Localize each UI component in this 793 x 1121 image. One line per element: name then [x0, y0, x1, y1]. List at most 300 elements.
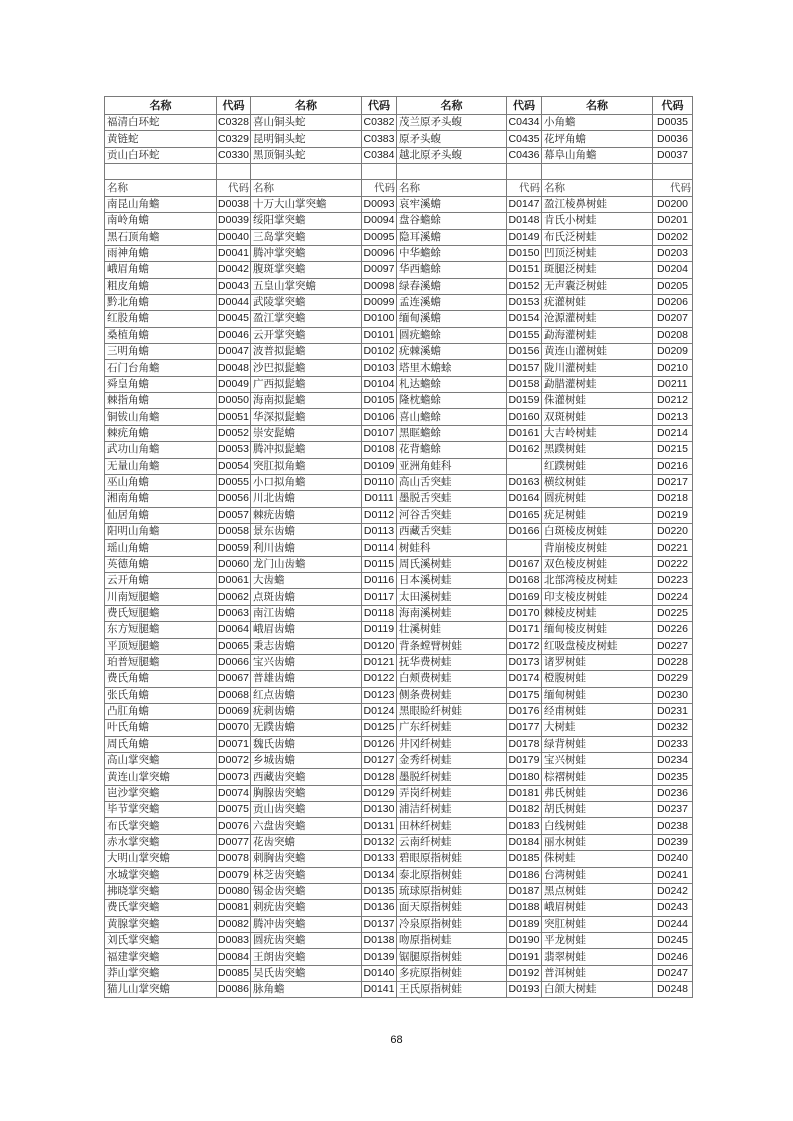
subheader-code: 代码 [217, 180, 251, 196]
species-name-cell: 凹顶泛树蛙 [542, 245, 653, 261]
species-name-cell: 无声囊泛树蛙 [542, 278, 653, 294]
species-code-cell: D0182 [507, 802, 542, 818]
species-name-cell: 黔北角蟾 [105, 294, 217, 310]
species-code-cell: D0209 [653, 344, 693, 360]
species-code-cell: D0093 [362, 196, 397, 212]
species-code-cell: D0239 [653, 834, 693, 850]
table-row [105, 982, 693, 998]
species-code-cell: D0123 [362, 687, 397, 703]
subheader-name: 名称 [251, 180, 362, 196]
species-code-cell: D0063 [217, 605, 251, 621]
table-row [105, 425, 693, 441]
species-name-cell: 川南短腿蟾 [105, 589, 217, 605]
species-name-cell: 疣棘溪蟾 [397, 344, 507, 360]
species-name-cell: 黑眼睑纤树蛙 [397, 703, 507, 719]
species-code-cell: D0040 [217, 229, 251, 245]
species-code-cell: D0038 [217, 196, 251, 212]
species-name-cell: 三明角蟾 [105, 344, 217, 360]
species-code-cell: D0048 [217, 360, 251, 376]
species-code-cell: D0094 [362, 213, 397, 229]
species-code-cell: D0097 [362, 262, 397, 278]
table-row [105, 196, 693, 212]
species-name-cell: 中华蟾蜍 [397, 245, 507, 261]
species-code-cell: D0227 [653, 638, 693, 654]
species-code-cell: D0082 [217, 916, 251, 932]
species-name-cell: 林芝齿突蟾 [251, 867, 362, 883]
species-code-cell: D0126 [362, 736, 397, 752]
species-name-cell: 利川齿蟾 [251, 540, 362, 556]
species-name-cell: 黑眶蟾蜍 [397, 425, 507, 441]
species-code-cell: D0215 [653, 442, 693, 458]
species-name-cell: 棘疣角蟾 [105, 425, 217, 441]
column-header-name: 名称 [397, 97, 507, 115]
species-code-cell: D0109 [362, 458, 397, 474]
species-code-cell: D0159 [507, 393, 542, 409]
species-code-cell: D0053 [217, 442, 251, 458]
species-name-cell: 费氏角蟾 [105, 671, 217, 687]
table-row [105, 589, 693, 605]
species-name-cell: 侏灌树蛙 [542, 393, 653, 409]
species-code-cell: D0147 [507, 196, 542, 212]
species-name-cell: 勐海灌树蛙 [542, 327, 653, 343]
species-name-cell: 吻原指树蛙 [397, 932, 507, 948]
table-row [105, 965, 693, 981]
species-code-cell: D0236 [653, 785, 693, 801]
species-code-cell: D0108 [362, 442, 397, 458]
column-header-code: 代码 [507, 97, 542, 115]
species-code-cell: D0039 [217, 213, 251, 229]
species-code-cell: D0098 [362, 278, 397, 294]
table-row [105, 834, 693, 850]
species-name-cell: 白斑棱皮树蛙 [542, 523, 653, 539]
species-name-cell: 琉球原指树蛙 [397, 883, 507, 899]
species-code-cell: D0150 [507, 245, 542, 261]
species-code-cell: D0129 [362, 785, 397, 801]
species-code-cell: D0169 [507, 589, 542, 605]
species-name-cell: 湘南角蟾 [105, 491, 217, 507]
species-name-cell: 小角蟾 [542, 115, 653, 131]
species-name-cell: 岜沙掌突蟾 [105, 785, 217, 801]
species-code-cell: D0050 [217, 393, 251, 409]
species-code-cell: D0078 [217, 851, 251, 867]
species-name-cell: 峨眉角蟾 [105, 262, 217, 278]
species-code-cell: D0077 [217, 834, 251, 850]
species-name-cell [542, 164, 653, 180]
species-code-cell: D0153 [507, 294, 542, 310]
species-code-cell: D0080 [217, 883, 251, 899]
species-code-cell: D0102 [362, 344, 397, 360]
species-name-cell: 波普拟髭蟾 [251, 344, 362, 360]
species-name-cell: 腾冲齿突蟾 [251, 916, 362, 932]
species-name-cell: 双色棱皮树蛙 [542, 556, 653, 572]
species-code-cell: D0179 [507, 753, 542, 769]
species-name-cell: 赤水掌突蟾 [105, 834, 217, 850]
species-name-cell: 五皇山掌突蟾 [251, 278, 362, 294]
table-row [105, 753, 693, 769]
species-name-cell: 白线树蛙 [542, 818, 653, 834]
species-code-cell: D0157 [507, 360, 542, 376]
species-name-cell: 缅甸溪蟾 [397, 311, 507, 327]
species-name-cell: 腾冲掌突蟾 [251, 245, 362, 261]
species-code-cell: D0176 [507, 703, 542, 719]
species-name-cell: 茂兰原矛头蝮 [397, 115, 507, 131]
species-name-cell: 绿春溪蟾 [397, 278, 507, 294]
species-name-cell: 海南拟髭蟾 [251, 393, 362, 409]
species-name-cell: 白颌大树蛙 [542, 982, 653, 998]
species-code-cell: D0062 [217, 589, 251, 605]
species-code-cell: D0178 [507, 736, 542, 752]
species-name-cell: 脉角蟾 [251, 982, 362, 998]
species-code-cell: D0148 [507, 213, 542, 229]
species-code-cell: D0140 [362, 965, 397, 981]
species-name-cell: 黄链蛇 [105, 131, 217, 147]
species-name-cell: 广东纤树蛙 [397, 720, 507, 736]
species-name-cell: 抚华费树蛙 [397, 654, 507, 670]
species-code-cell: D0047 [217, 344, 251, 360]
species-name-cell: 弗氏树蛙 [542, 785, 653, 801]
species-name-cell: 黑顶铜头蛇 [251, 147, 362, 163]
species-name-cell: 广西拟髭蟾 [251, 376, 362, 392]
species-code-cell: D0246 [653, 949, 693, 965]
species-code-cell: D0201 [653, 213, 693, 229]
species-code-cell: D0124 [362, 703, 397, 719]
species-code-cell: D0136 [362, 900, 397, 916]
species-code-cell [507, 540, 542, 556]
species-code-cell: D0213 [653, 409, 693, 425]
species-code-cell: D0228 [653, 654, 693, 670]
table-row [105, 311, 693, 327]
species-name-cell: 福清白环蛇 [105, 115, 217, 131]
species-name-cell: 景东齿蟾 [251, 523, 362, 539]
species-name-cell: 泰北原指树蛙 [397, 867, 507, 883]
species-code-cell: D0127 [362, 753, 397, 769]
species-code-cell: D0222 [653, 556, 693, 572]
species-name-cell: 花背蟾蜍 [397, 442, 507, 458]
species-name-cell: 三岛掌突蟾 [251, 229, 362, 245]
species-name-cell: 平龙树蛙 [542, 932, 653, 948]
species-code-cell: D0232 [653, 720, 693, 736]
species-name-cell: 圆疣树蛙 [542, 491, 653, 507]
species-name-cell: 刺胸齿突蟾 [251, 851, 362, 867]
species-code-cell: D0061 [217, 573, 251, 589]
table-row [105, 360, 693, 376]
species-name-cell: 猫儿山掌突蟾 [105, 982, 217, 998]
table-row [105, 262, 693, 278]
species-name-cell: 喜山铜头蛇 [251, 115, 362, 131]
species-name-cell: 十万大山掌突蟾 [251, 196, 362, 212]
species-code-cell: D0156 [507, 344, 542, 360]
species-name-cell: 粗皮角蟾 [105, 278, 217, 294]
species-name-cell: 圆疣蟾蜍 [397, 327, 507, 343]
table-row [105, 393, 693, 409]
species-code-cell: D0067 [217, 671, 251, 687]
species-code-cell: D0132 [362, 834, 397, 850]
species-code-cell: D0225 [653, 605, 693, 621]
species-name-cell: 沧源灌树蛙 [542, 311, 653, 327]
blank-separator-row [105, 164, 693, 180]
table-row [105, 932, 693, 948]
species-code-cell: D0057 [217, 507, 251, 523]
species-name-cell: 贡山白环蛇 [105, 147, 217, 163]
page-number: 68 [390, 1034, 403, 1046]
species-code-cell: D0119 [362, 622, 397, 638]
species-name-cell: 仙居角蟾 [105, 507, 217, 523]
species-code-cell: D0052 [217, 425, 251, 441]
species-name-cell: 龙门山齿蟾 [251, 556, 362, 572]
species-name-cell: 冷泉原指树蛙 [397, 916, 507, 932]
column-header-code: 代码 [362, 97, 397, 115]
species-code-cell: D0076 [217, 818, 251, 834]
species-code-cell: D0205 [653, 278, 693, 294]
species-code-cell [653, 164, 693, 180]
table-row [105, 949, 693, 965]
species-name-cell: 红点齿蟾 [251, 687, 362, 703]
species-code-cell: D0043 [217, 278, 251, 294]
species-code-cell: D0193 [507, 982, 542, 998]
species-code-cell: D0202 [653, 229, 693, 245]
species-code-cell: D0060 [217, 556, 251, 572]
species-name-cell: 华西蟾蜍 [397, 262, 507, 278]
species-code-cell [362, 164, 397, 180]
species-code-cell: D0238 [653, 818, 693, 834]
species-name-cell: 水城掌突蟾 [105, 867, 217, 883]
species-name-cell: 峨眉齿蟾 [251, 622, 362, 638]
species-code-cell: D0185 [507, 851, 542, 867]
species-name-cell: 乡城齿蟾 [251, 753, 362, 769]
species-code-cell: D0155 [507, 327, 542, 343]
species-code-cell: D0117 [362, 589, 397, 605]
table-row [105, 474, 693, 490]
species-name-cell: 侏树蛙 [542, 851, 653, 867]
species-code-cell: D0121 [362, 654, 397, 670]
table-row [105, 638, 693, 654]
species-name-cell: 哀牢溪蟾 [397, 196, 507, 212]
species-name-cell: 巫山角蟾 [105, 474, 217, 490]
species-name-cell: 拂晓掌突蟾 [105, 883, 217, 899]
species-code-cell: D0104 [362, 376, 397, 392]
species-code-cell: D0101 [362, 327, 397, 343]
subheader-code: 代码 [507, 180, 542, 196]
species-name-cell: 西藏舌突蛙 [397, 523, 507, 539]
species-code-cell: D0151 [507, 262, 542, 278]
species-name-cell: 横纹树蛙 [542, 474, 653, 490]
species-code-cell: D0099 [362, 294, 397, 310]
species-code-cell: D0208 [653, 327, 693, 343]
species-code-cell: D0248 [653, 982, 693, 998]
species-name-cell: 缅甸棱皮树蛙 [542, 622, 653, 638]
species-code-cell: D0186 [507, 867, 542, 883]
species-name-cell: 诸罗树蛙 [542, 654, 653, 670]
species-code-cell: D0054 [217, 458, 251, 474]
species-name-cell: 费氏掌突蟾 [105, 900, 217, 916]
species-name-cell: 太田溪树蛙 [397, 589, 507, 605]
sub-header-row [105, 180, 693, 196]
table-row [105, 703, 693, 719]
species-code-cell: D0240 [653, 851, 693, 867]
species-name-cell: 普雄齿蟾 [251, 671, 362, 687]
species-name-cell: 斑腿泛树蛙 [542, 262, 653, 278]
table-row [105, 278, 693, 294]
species-name-cell: 隐耳溪蟾 [397, 229, 507, 245]
species-code-cell: C0436 [507, 147, 542, 163]
table-row [105, 900, 693, 916]
species-name-cell: 云南纤树蛙 [397, 834, 507, 850]
species-name-cell: 锯腿原指树蛙 [397, 949, 507, 965]
species-code-cell: D0242 [653, 883, 693, 899]
species-code-cell: D0234 [653, 753, 693, 769]
species-name-cell: 棘棱皮树蛙 [542, 605, 653, 621]
column-header-name: 名称 [542, 97, 653, 115]
table-row [105, 147, 693, 163]
column-header-code: 代码 [653, 97, 693, 115]
species-name-cell: 平顶短腿蟾 [105, 638, 217, 654]
species-name-cell: 锡金齿突蟾 [251, 883, 362, 899]
species-name-cell: 橙腹树蛙 [542, 671, 653, 687]
subheader-name: 名称 [397, 180, 507, 196]
table-row [105, 131, 693, 147]
species-code-cell: D0168 [507, 573, 542, 589]
table-row [105, 785, 693, 801]
species-code-cell: C0435 [507, 131, 542, 147]
species-name-cell: 腹斑掌突蟾 [251, 262, 362, 278]
species-code-cell: D0103 [362, 360, 397, 376]
species-name-cell: 宝兴齿蟾 [251, 654, 362, 670]
species-code-cell: D0243 [653, 900, 693, 916]
species-name-cell: 贡山齿突蟾 [251, 802, 362, 818]
species-code-cell: D0128 [362, 769, 397, 785]
species-name-cell: 树蛙科 [397, 540, 507, 556]
species-name-cell: 棕褶树蛙 [542, 769, 653, 785]
table-row [105, 883, 693, 899]
species-name-cell: 丽水树蛙 [542, 834, 653, 850]
species-code-cell: D0105 [362, 393, 397, 409]
species-code-cell: D0107 [362, 425, 397, 441]
species-name-cell: 普洱树蛙 [542, 965, 653, 981]
species-name-cell: 黑蹼树蛙 [542, 442, 653, 458]
table-header-row [105, 97, 693, 115]
species-code-cell: D0217 [653, 474, 693, 490]
table-row [105, 458, 693, 474]
species-code-cell: C0384 [362, 147, 397, 163]
species-name-cell: 六盘齿突蟾 [251, 818, 362, 834]
species-name-cell: 毕节掌突蟾 [105, 802, 217, 818]
species-code-cell: D0241 [653, 867, 693, 883]
species-code-cell [217, 164, 251, 180]
species-code-cell: D0160 [507, 409, 542, 425]
species-code-cell: D0211 [653, 376, 693, 392]
species-name-cell: 王氏原指树蛙 [397, 982, 507, 998]
species-code-cell: D0114 [362, 540, 397, 556]
table-row [105, 622, 693, 638]
table-row [105, 736, 693, 752]
table-row [105, 344, 693, 360]
species-code-cell: D0171 [507, 622, 542, 638]
species-name-cell: 刺疣齿突蟾 [251, 900, 362, 916]
species-name-cell: 白颊费树蛙 [397, 671, 507, 687]
species-name-cell: 宝兴树蛙 [542, 753, 653, 769]
species-code-cell: D0177 [507, 720, 542, 736]
species-code-cell: D0068 [217, 687, 251, 703]
species-code-cell: D0162 [507, 442, 542, 458]
species-code-cell: D0164 [507, 491, 542, 507]
species-name-cell: 盈江棱鼻树蛙 [542, 196, 653, 212]
species-code-cell: D0229 [653, 671, 693, 687]
table-row [105, 720, 693, 736]
species-code-cell: D0221 [653, 540, 693, 556]
species-code-cell: D0051 [217, 409, 251, 425]
species-code-cell: C0330 [217, 147, 251, 163]
species-code-cell: D0075 [217, 802, 251, 818]
species-name-cell: 金秀纤树蛙 [397, 753, 507, 769]
species-name-cell: 秉志齿蟾 [251, 638, 362, 654]
species-code-cell: D0161 [507, 425, 542, 441]
species-code-cell: D0188 [507, 900, 542, 916]
table-row [105, 818, 693, 834]
species-name-cell: 绿背树蛙 [542, 736, 653, 752]
species-name-cell: 石门台角蟾 [105, 360, 217, 376]
species-code-cell: D0200 [653, 196, 693, 212]
species-code-cell: D0041 [217, 245, 251, 261]
species-code-cell: D0110 [362, 474, 397, 490]
species-code-cell: D0042 [217, 262, 251, 278]
species-code-cell: D0111 [362, 491, 397, 507]
species-name-cell: 侧条费树蛙 [397, 687, 507, 703]
species-name-cell: 云开掌突蟾 [251, 327, 362, 343]
species-code-cell: D0204 [653, 262, 693, 278]
species-code-cell: D0100 [362, 311, 397, 327]
species-name-cell: 河谷舌突蛙 [397, 507, 507, 523]
species-code-cell: D0112 [362, 507, 397, 523]
species-code-cell: D0058 [217, 523, 251, 539]
species-name-cell: 孟连溪蟾 [397, 294, 507, 310]
species-code-cell: D0036 [653, 131, 693, 147]
species-code-cell: D0070 [217, 720, 251, 736]
table-row [105, 229, 693, 245]
table-row [105, 294, 693, 310]
species-name-cell: 棘疣齿蟾 [251, 507, 362, 523]
species-code-cell: D0181 [507, 785, 542, 801]
species-name-cell: 勐腊灌树蛙 [542, 376, 653, 392]
species-name-cell: 原矛头蝮 [397, 131, 507, 147]
table-row [105, 442, 693, 458]
table-row [105, 409, 693, 425]
species-code-cell [507, 458, 542, 474]
species-name-cell: 黑石顶角蟾 [105, 229, 217, 245]
species-name-cell: 面天原指树蛙 [397, 900, 507, 916]
species-code-cell: D0118 [362, 605, 397, 621]
species-code-cell: D0085 [217, 965, 251, 981]
species-name-cell: 背条螳臂树蛙 [397, 638, 507, 654]
species-name-cell: 点斑齿蟾 [251, 589, 362, 605]
column-header-name: 名称 [251, 97, 362, 115]
species-name-cell: 墨脱舌突蛙 [397, 491, 507, 507]
species-code-cell: D0084 [217, 949, 251, 965]
species-name-cell: 幕阜山角蟾 [542, 147, 653, 163]
species-code-cell: D0059 [217, 540, 251, 556]
species-name-cell: 喜山蟾蜍 [397, 409, 507, 425]
species-code-cell: D0244 [653, 916, 693, 932]
species-code-cell: D0131 [362, 818, 397, 834]
table-row [105, 916, 693, 932]
species-code-cell: D0134 [362, 867, 397, 883]
species-code-cell: D0167 [507, 556, 542, 572]
species-code-cell: D0074 [217, 785, 251, 801]
species-name-cell: 突肛树蛙 [542, 916, 653, 932]
species-name-cell: 棘指角蟾 [105, 393, 217, 409]
species-name-cell: 碧眼原指树蛙 [397, 851, 507, 867]
species-code-cell: D0237 [653, 802, 693, 818]
species-code-cell: D0081 [217, 900, 251, 916]
